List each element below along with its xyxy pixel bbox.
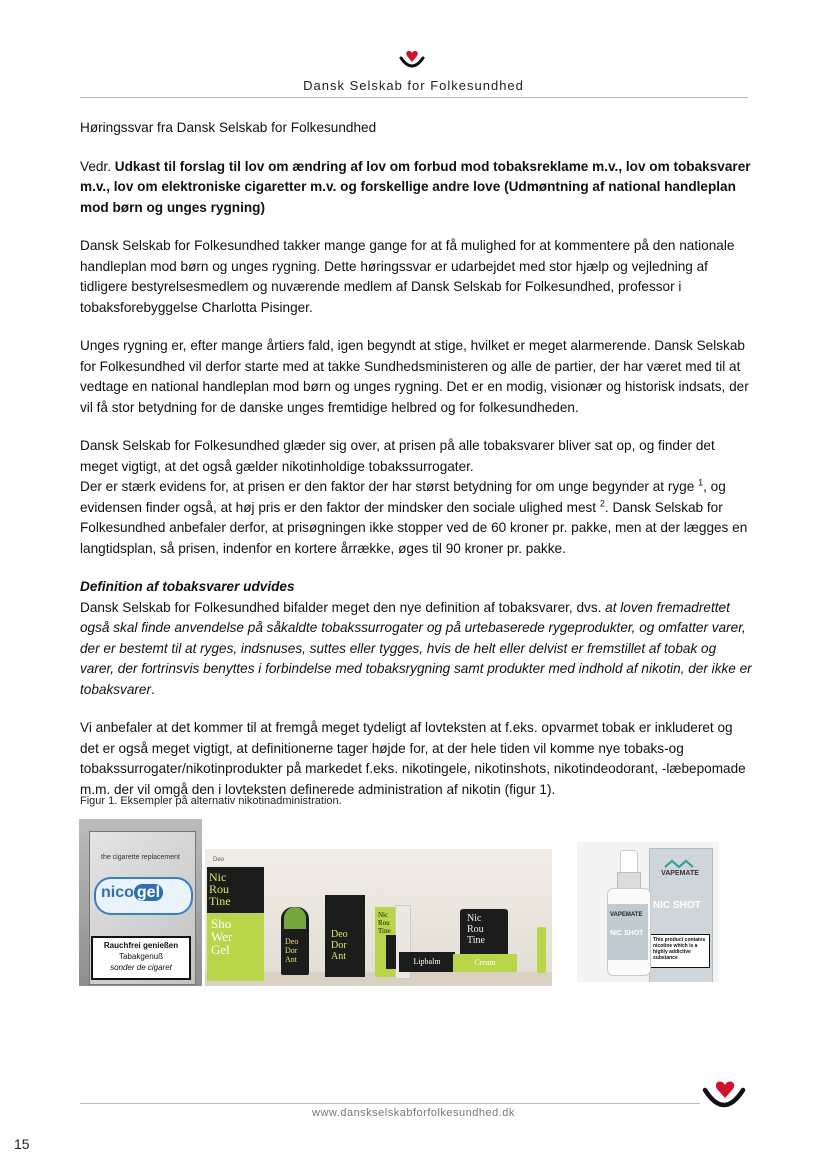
letter-body bbox=[80, 118, 752, 818]
deo-box-line: Ant bbox=[331, 951, 346, 962]
definition-end: . bbox=[151, 681, 155, 697]
pack-tagline: Deo bbox=[213, 857, 225, 863]
paragraph-thanks: Dansk Selskab for Folkesundhed takker mange gange for at få mulighed for at kommentere på den nationale handleplan mod børn og unges rygning. Dette høringssvar er udarbejdet med stor hjælp og vejledning af tidligere bestyrelsesmedlem og nuværende medlem af Dansk Selskab for Folkesundhed, professor i tobaksforebyggelse Charlotta Pisinger. bbox=[80, 238, 735, 315]
nicogel-warning-1: Rauchfrei genießen bbox=[103, 941, 179, 950]
lipbalm-label: Lipbalm bbox=[399, 952, 455, 972]
pack-right-line: Rou bbox=[467, 924, 484, 935]
pack-line: Nic bbox=[209, 870, 227, 884]
box-line: Rou bbox=[378, 919, 390, 927]
deo-line: Ant bbox=[285, 955, 297, 964]
pack-line: Tine bbox=[209, 894, 231, 908]
subject-prefix: Vedr. bbox=[80, 158, 115, 174]
evidence-text-3: . Dansk Selskab for Folkesundhed anbefaler derfor, at prisøgningen ikke stopper ved de 60 kroner pr. pakke, men at der lægges en langtidsplan, så prisen, indenfor en kortere årrække, øges til 90 kroner pr. pakke. bbox=[80, 499, 748, 556]
cream-label: Cream bbox=[453, 954, 517, 972]
paragraph-definition bbox=[80, 577, 752, 700]
subject-line bbox=[80, 157, 752, 219]
box-line: Nic bbox=[378, 911, 389, 919]
pack-line: Wer bbox=[211, 929, 233, 944]
footer-divider bbox=[80, 1103, 700, 1104]
bottle-brand: VAPEMATE bbox=[610, 912, 643, 918]
nicogel-tagline: the cigarette replacement bbox=[101, 854, 180, 861]
page-number: 15 bbox=[14, 1136, 30, 1152]
subject-title: Udkast til forslag til lov om ændring af lov om forbud mod tobaksreklame m.v., lov om tobaksvarer m.v., lov om elektroniske cigaretter m.v. og forskellige andre love (Udmøntning af national handleplan mod børn og unges rygning) bbox=[80, 158, 751, 215]
bottle-product: NIC SHOT bbox=[610, 930, 644, 937]
deo-box-line: Dor bbox=[331, 940, 347, 951]
evidence-text-2: , og evidensen finder også, at høj pris er den faktor der mindsker den sociale ulighed mest bbox=[80, 479, 726, 515]
deo-line: Deo bbox=[285, 937, 299, 946]
vapemate-logo-icon bbox=[659, 859, 699, 869]
deo-box-line: Deo bbox=[331, 929, 348, 940]
box-line: Tine bbox=[378, 927, 391, 935]
pack-line: Rou bbox=[209, 882, 230, 896]
vapemate-brand: VAPEMATE bbox=[661, 870, 699, 877]
nicogel-warning-3: sonder de cigaret bbox=[110, 963, 172, 972]
paragraph-recommendation: Vi anbefaler at det kommer til at fremgå meget tydeligt af lovteksten at f.eks. opvarmet tobak er inkluderet og det er også meget vigtigt, at definitionerne tager højde for, at der hele tiden vil komme nye tobaks-og tobakssurrogater/nikotinprodukter på markedet f.eks. nikotingele, nikotinshots, nikotindeodorant, -læbepomade m.m. der vil omgå den i lovteksten definerede administration af nikotin (figur 1). bbox=[80, 720, 746, 797]
section-title: Definition af tobaksvarer udvides bbox=[80, 579, 295, 594]
header-divider bbox=[80, 97, 748, 98]
photo-nicogel bbox=[79, 819, 202, 986]
intro-line: Høringssvar fra Dansk Selskab for Folkesundhed bbox=[80, 120, 377, 135]
pack-right-line: Tine bbox=[467, 935, 485, 946]
pack-right-line: Nic bbox=[467, 913, 482, 924]
pack-line: Sho bbox=[211, 916, 232, 931]
footer-url: www.danskselskabforfolkesundhed.dk bbox=[312, 1107, 515, 1119]
figure-caption: Figur 1. Eksempler på alternativ nikotinadministration. bbox=[80, 795, 342, 807]
paragraph-price bbox=[80, 436, 752, 559]
society-logo-icon bbox=[397, 48, 427, 72]
deo-line: Dor bbox=[285, 946, 298, 955]
footnote-ref-1: 1 bbox=[698, 477, 704, 488]
pack-line: Gel bbox=[211, 942, 230, 957]
nicogel-brand-a: nico bbox=[101, 884, 134, 901]
photo-nicroutine-products bbox=[205, 849, 552, 986]
header-title: Dansk Selskab for Folkesundhed bbox=[303, 78, 524, 93]
photo-vapemate bbox=[577, 842, 719, 982]
definition-text: Dansk Selskab for Folkesundhed bifalder meget den nye definition af tobaksvarer, dvs. bbox=[80, 599, 606, 615]
evidence-text-1: Der er stærk evidens for, at prisen er den faktor der har størst betydning for om unge begynder at ryge bbox=[80, 479, 699, 494]
nicogel-brand-b: gel bbox=[134, 884, 163, 901]
vapemate-warning: This product contains nicotine which is a highly addictive substance bbox=[650, 934, 710, 968]
definition-quote: at loven fremadrettet også skal finde anvendelse på såkaldte tobakssurrogater og på urtebaserede rygeprodukter, og omfatter varer, der er bestemt til at ryges, indsnuses, suttes eller tygges, hvis de helt eller delvist er fremstillet af tobak og varer, der fortrinsvis benyttes i forbindelse med tobaksrygning samt produkter med indhold af nikotin, der ikke er tobaksvarer bbox=[80, 599, 752, 697]
paragraph-youth-smoking: Unges rygning er, efter mange årtiers fald, igen begyndt at stige, hvilket er meget alarmerende. Dansk Selskab for Folkesundhed vil derfor starte med at takke Sundhedsministeren og alle de partier, der har været med til at vedtage en national handleplan mod børn og unges rygning. Det er en modig, visionær og historisk indsats, der vil få stor betydning for de danske unges fremtidige helbred og for folkesundheden. bbox=[80, 338, 749, 415]
price-statement: Dansk Selskab for Folkesundhed glæder sig over, at prisen på alle tobaksvarer bliver sat op, og finder det meget vigtigt, at det også gælder nikotinholdige tobakssurrogater. bbox=[80, 438, 715, 474]
vapemate-product-box: NIC SHOT bbox=[653, 900, 701, 911]
footnote-ref-2: 2 bbox=[599, 497, 605, 508]
nicogel-warning-2: Tabakgenuß bbox=[118, 952, 164, 961]
